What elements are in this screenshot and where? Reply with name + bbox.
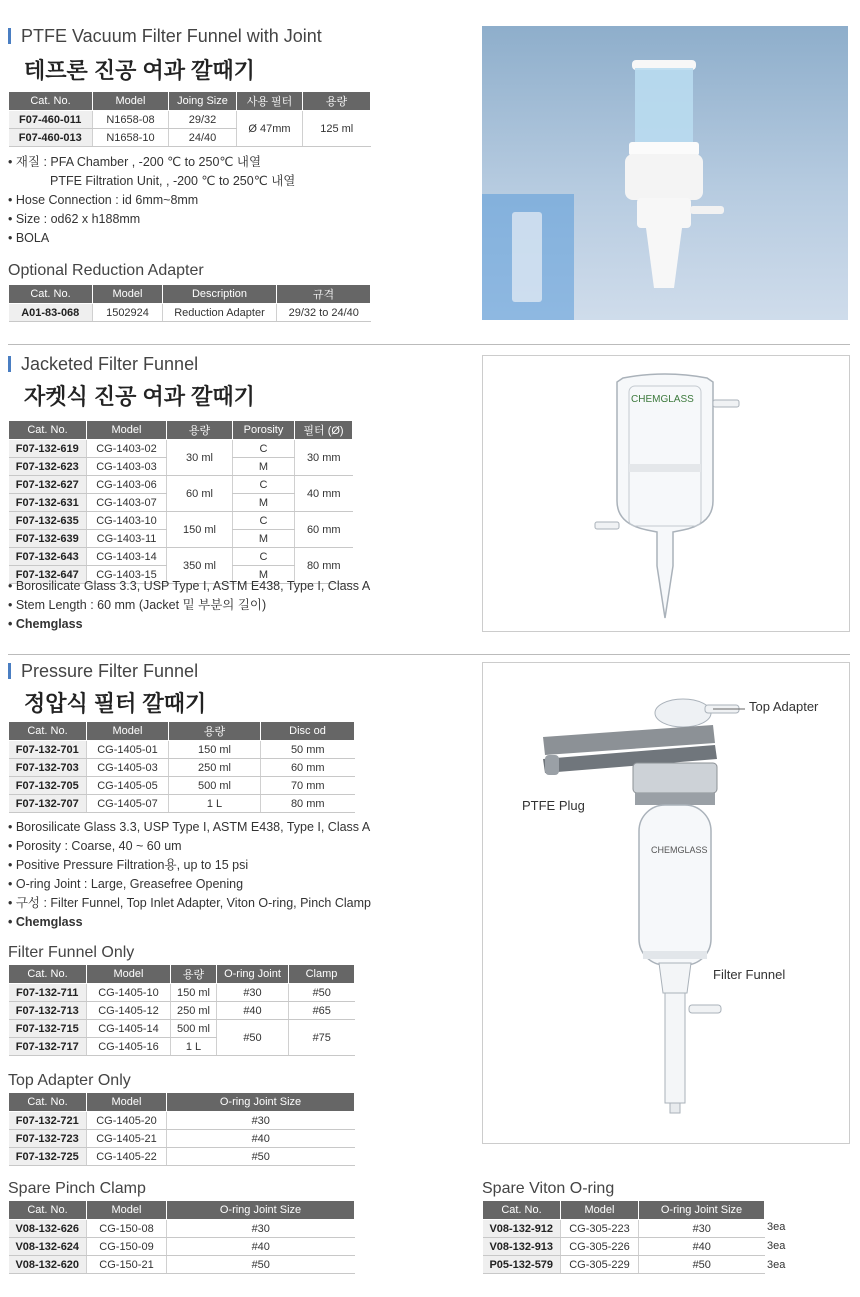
table-row: F07-132-631 CG-1403-07 M [9,494,353,512]
jacketed-spec-list: • Borosilicate Glass 3.3, USP Type I, ASTM E438, Type I, Class A • Stem Length : 60 mm (Jacket 밑 부분의 길이) • Chemglass [8,579,371,631]
pressure-spec-list: • Borosilicate Glass 3.3, USP Type I, ASTM E438, Type I, Class A • Porosity : Coarse, 40 ~ 60 um • Positive Pressure Filtration용, up to 15 psi • O-ring Joint : Large, Greasefree Opening • 구성 : Filter Funnel, Top Inlet Adapter, Viton O-ring, Pinch Clamp • Chemglass [8,820,371,929]
table-row: F07-132-701 CG-1405-01 150 ml 50 mm [9,741,355,759]
top-adapter-table [8,1092,355,1166]
section-title-pressure-ko: 정압식 필터 깔때기 [24,691,207,716]
pressure-funnel-table [8,721,355,813]
oring-qty: 3ea [767,1259,786,1271]
table-header: Cat. No. Model O-ring Joint Size [9,1093,355,1112]
top-adapter-title: Top Adapter Only [8,1072,131,1089]
table-header: Cat. No. Model O-ring Joint Size [9,1201,355,1220]
table-header: Cat. No. Model 용량 Porosity 필터 (Ø) [9,421,353,440]
table-row: F07-460-013 N1658-10 24/40 [9,129,371,147]
pinch-clamp-title: Spare Pinch Clamp [8,1180,146,1197]
table-header: Cat. No. Model 용량 Disc od [9,722,355,741]
section-title-pressure: Pressure Filter Funnel [8,661,198,682]
chemglass-logo: CHEMGLASS [631,394,694,405]
table-row: F07-132-703 CG-1405-03 250 ml 60 mm [9,759,355,777]
filter-only-table [8,964,355,1056]
jacketed-funnel-table [8,420,353,584]
oring-title: Spare Viton O-ring [482,1180,615,1197]
table-row: F07-132-725 CG-1405-22 #50 [9,1148,355,1166]
table-row: F07-132-705 CG-1405-05 500 ml 70 mm [9,777,355,795]
oring-table [482,1200,765,1274]
table-row: F07-132-647 CG-1403-15 M [9,566,353,584]
table-row: A01-83-068 1502924 Reduction Adapter 29/32 to 24/40 [9,304,371,322]
section-title-ptfe-ko: 테프론 진공 여과 깔때기 [24,58,255,83]
table-row: F07-132-721 CG-1405-20 #30 [9,1112,355,1130]
oring-qty: 3ea [767,1221,786,1233]
oring-qty: 3ea [767,1240,786,1252]
table-row: F07-132-707 CG-1405-07 1 L 80 mm [9,795,355,813]
table-header: Cat. No. Model Joing Size 사용 필터 용량 [9,92,371,111]
section-divider [8,654,850,655]
label-top-adapter: Top Adapter [749,699,819,714]
table-row: V08-132-624 CG-150-09 #40 [9,1238,355,1256]
jacketed-funnel-image [483,356,849,631]
table-row: F07-132-723 CG-1405-21 #40 [9,1130,355,1148]
table-row: V08-132-913 CG-305-226 #40 [483,1238,765,1256]
pressure-funnel-photo [482,662,850,1144]
section-title-jacketed: Jacketed Filter Funnel [8,354,198,375]
table-header: Cat. No. Model 용량 O-ring Joint Clamp [9,965,355,984]
table-row: F07-132-715 CG-1405-14 500 ml #50 #75 [9,1020,355,1038]
ptfe-spec-list: • 재질 : PFA Chamber , -200 ℃ to 250℃ 내열 PTFE Filtration Unit, , -200 ℃ to 250℃ 내열 • Hose Connection : id 6mm~8mm • Size : od62 x h188mm • BOLA [8,155,296,245]
table-row: V08-132-620 CG-150-21 #50 [9,1256,355,1274]
table-row: F07-132-619 CG-1403-02 30 ml C 30 mm [9,440,353,458]
table-row: F07-132-635 CG-1403-10 150 ml C 60 mm [9,512,353,530]
table-row: F07-132-623 CG-1403-03 M [9,458,353,476]
table-row: V08-132-912 CG-305-223 #30 [483,1220,765,1238]
table-row: V08-132-626 CG-150-08 #30 [9,1220,355,1238]
table-row: P05-132-579 CG-305-229 #50 [483,1256,765,1274]
table-row: F07-132-711 CG-1405-10 150 ml #30 #50 [9,984,355,1002]
table-row: F07-132-639 CG-1403-11 M [9,530,353,548]
adapter-title: Optional Reduction Adapter [8,262,204,279]
filter-only-title: Filter Funnel Only [8,944,135,961]
accent-bar [8,28,11,44]
table-header: Cat. No. Model Description 규격 [9,285,371,304]
chemglass-logo: CHEMGLASS [651,845,708,855]
accent-bar [8,663,11,679]
table-row: F07-460-011 N1658-08 29/32 Ø 47mm 125 ml [9,111,371,129]
ptfe-funnel-image [482,26,848,320]
section-divider [8,344,850,345]
label-ptfe-plug: PTFE Plug [522,798,585,813]
jacketed-funnel-photo [482,355,850,632]
table-row: F07-132-717 CG-1405-16 1 L [9,1038,355,1056]
table-row: F07-132-713 CG-1405-12 250 ml #40 #65 [9,1002,355,1020]
section-title-jacketed-ko: 자켓식 진공 여과 깔때기 [24,384,255,409]
label-filter-funnel: Filter Funnel [713,967,786,982]
table-row: F07-132-643 CG-1403-14 350 ml C 80 mm [9,548,353,566]
table-row: F07-132-627 CG-1403-06 60 ml C 40 mm [9,476,353,494]
pinch-clamp-table [8,1200,355,1274]
ptfe-funnel-table [8,91,371,147]
table-header: Cat. No. Model O-ring Joint Size [483,1201,765,1220]
ptfe-funnel-photo [482,26,848,320]
adapter-table [8,284,371,322]
section-title-ptfe: PTFE Vacuum Filter Funnel with Joint [8,26,322,47]
pressure-funnel-image [483,663,849,1143]
accent-bar [8,356,11,372]
